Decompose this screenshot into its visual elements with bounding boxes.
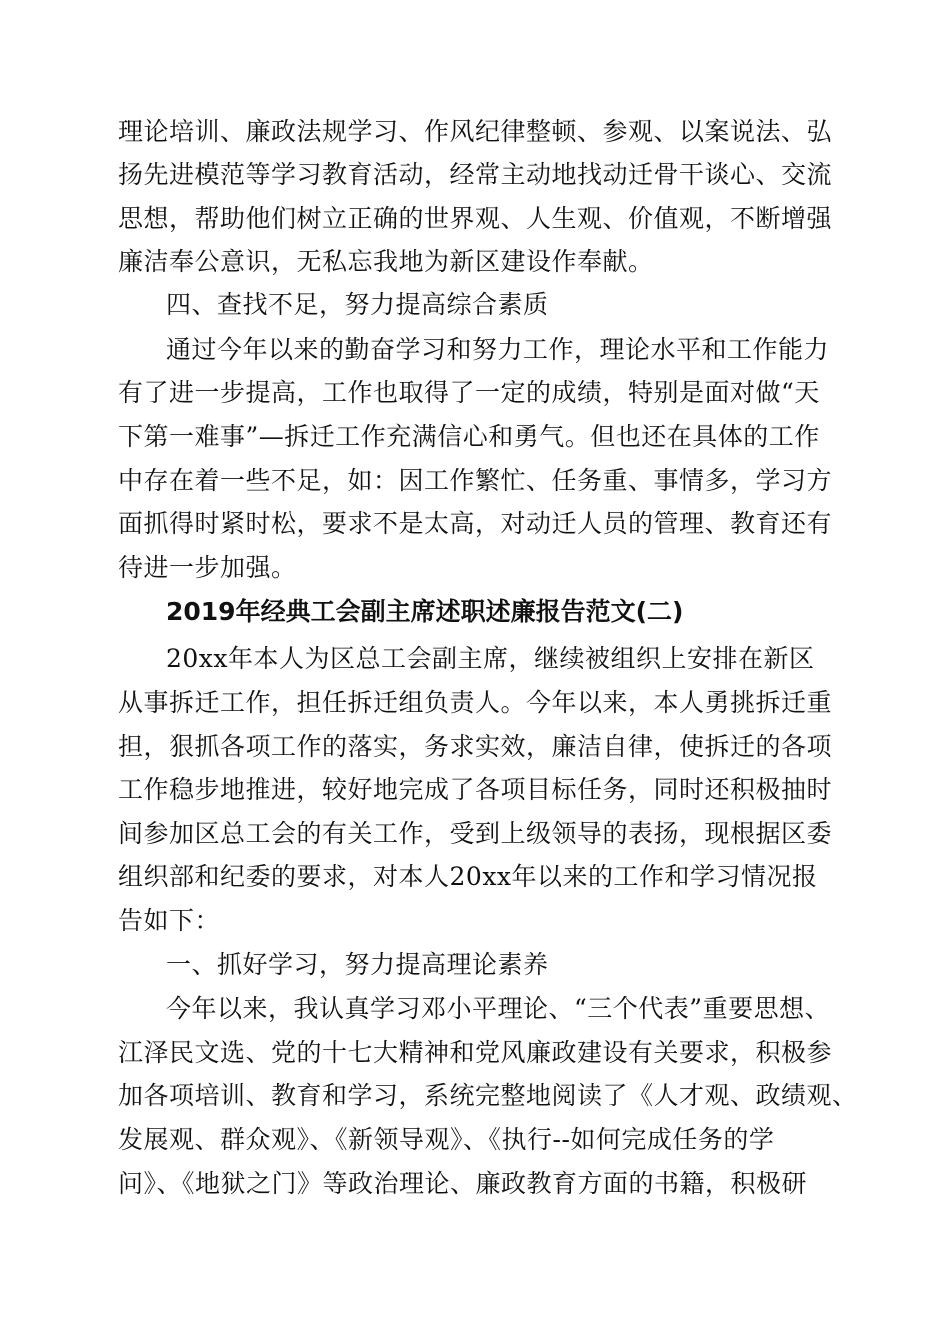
paragraph-line: 江泽民文选、党的十七大精神和党风廉政建设有关要求，积极参 (118, 1038, 833, 1067)
paragraph-line: 发展观、群众观》、《新领导观》、《执行--如何完成任务的学 (118, 1125, 775, 1154)
section-heading: 四、查找不足，努力提高综合素质 (166, 290, 549, 319)
paragraph-line: 问》、《地狱之门》等政治理论、廉政教育方面的书籍，积极研 (118, 1169, 808, 1198)
paragraph-line: 告如下： (118, 906, 221, 935)
paragraph-line: 思想，帮助他们树立正确的世界观、人生观、价值观，不断增强 (118, 204, 833, 233)
paragraph-line: 加各项培训、教育和学习，系统完整地阅读了《人才观、政绩观、 (118, 1081, 858, 1110)
section-heading: 一、抓好学习，努力提高理论素养 (166, 950, 549, 979)
paragraph-line: 理论培训、廉政法规学习、作风纪律整顿、参观、以案说法、弘 (118, 117, 833, 146)
paragraph-line: 待进一步加强。 (118, 553, 297, 582)
paragraph-line: 担，狠抓各项工作的落实，务求实效，廉洁自律，使拆迁的各项 (118, 732, 833, 761)
paragraph-line: 扬先进模范等学习教育活动，经常主动地找动迁骨干谈心、交流 (118, 160, 833, 189)
paragraph-line: 从事拆迁工作，担任拆迁组负责人。今年以来，本人勇挑拆迁重 (118, 688, 833, 717)
paragraph-line: 廉洁奉公意识，无私忘我地为新区建设作奉献。 (118, 247, 654, 276)
document-title: 2019年经典工会副主席述职述廉报告范文(二) (166, 597, 684, 626)
paragraph-line: 下第一难事”—拆迁工作充满信心和勇气。但也还在具体的工作 (118, 422, 820, 451)
paragraph-line: 今年以来，我认真学习邓小平理论、“三个代表”重要思想、 (166, 994, 831, 1023)
paragraph-line: 组织部和纪委的要求，对本人20xx年以来的工作和学习情况报 (118, 862, 818, 891)
paragraph-line: 有了进一步提高，工作也取得了一定的成绩，特别是面对做“天 (118, 378, 820, 407)
paragraph-line: 20xx年本人为区总工会副主席，继续被组织上安排在新区 (166, 644, 815, 673)
paragraph-line: 面抓得时紧时松，要求不是太高，对动迁人员的管理、教育还有 (118, 509, 833, 538)
paragraph-line: 中存在着一些不足，如：因工作繁忙、任务重、事情多，学习方 (118, 466, 833, 495)
paragraph-line: 间参加区总工会的有关工作，受到上级领导的表扬，现根据区委 (118, 819, 833, 848)
paragraph-line: 工作稳步地推进，较好地完成了各项目标任务，同时还积极抽时 (118, 775, 833, 804)
paragraph-line: 通过今年以来的勤奋学习和努力工作，理论水平和工作能力 (166, 335, 830, 364)
